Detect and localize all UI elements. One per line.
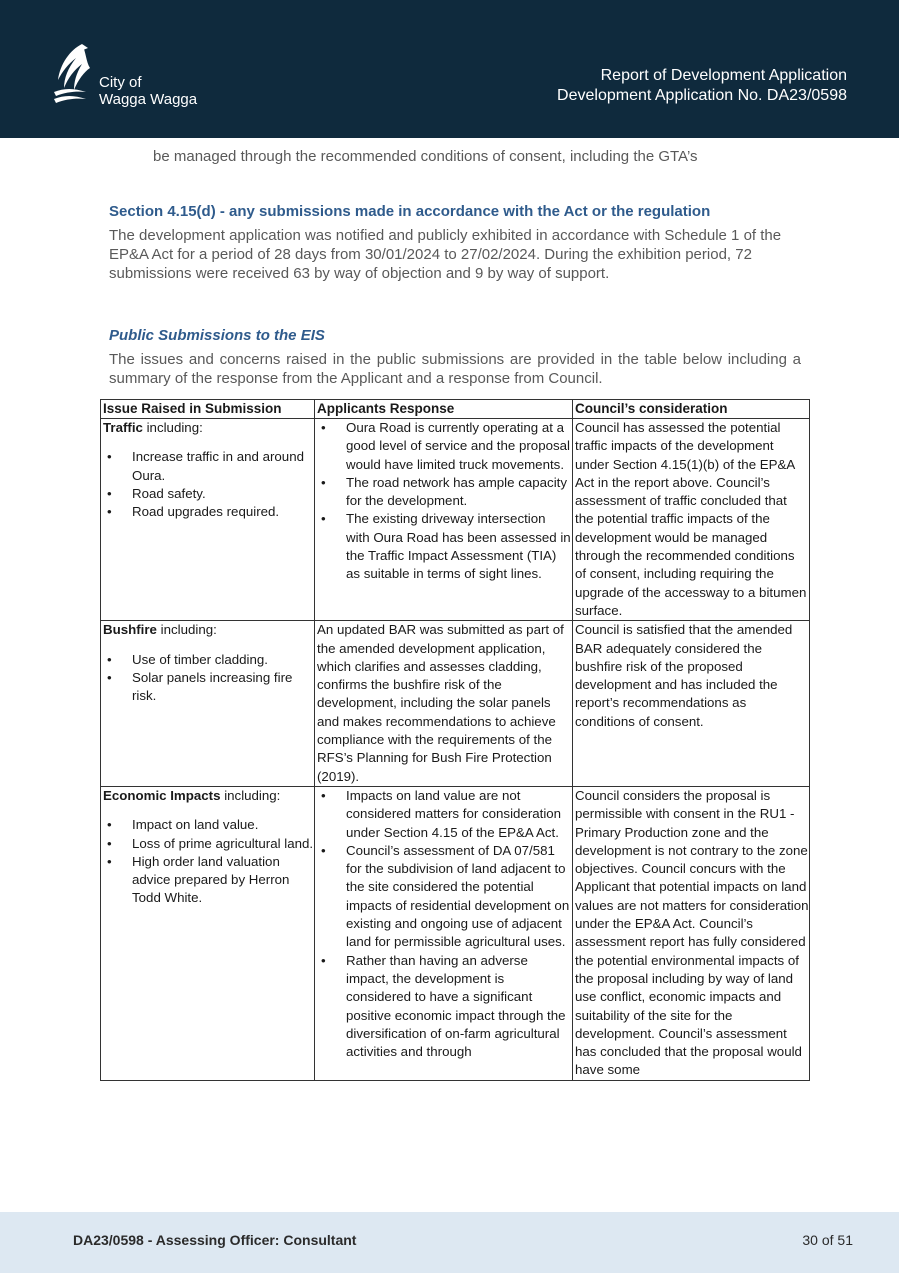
issue-item: • Increase traffic in and around Oura. [103, 448, 314, 485]
issue-title: Economic Impacts [103, 787, 221, 803]
response-list [317, 419, 572, 584]
response-item: • Rather than having an adverse impact, the development is considered to have a significant positive economic impact through the diversification of on-farm agricultural activities and through [317, 952, 572, 1062]
section-heading: Section 4.15(d) - any submissions made in accordance with the Act or the regulation [109, 203, 711, 220]
response-item: • Oura Road is currently operating at a good level of service and the proposal would have limited truck movements. [317, 419, 572, 474]
page-header [0, 0, 899, 138]
issue-cell [101, 419, 315, 621]
response-cell: An updated BAR was submitted as part of the amended development application, which clarifies and assesses cladding, confirms the bushfire risk of the development, including the solar panels and makes recommendations to achieve compliance with the requirements of the RFS’s Planning for Bush Fire Protection (2019). [315, 621, 573, 787]
issue-cell [101, 621, 315, 787]
council-cell: Council has assessed the potential traffic impacts of the development under Section 4.15(1)(b) of the EP&A Act in the report above. Council’s assessment of traffic concluded that the potential traffic impacts of the development would be managed through the recommended conditions of consent, including requiring the upgrade of the accessway to a bitumen surface. [573, 419, 810, 621]
response-item: • The road network has ample capacity for the development. [317, 474, 572, 511]
submissions-table [100, 399, 810, 1081]
continuation-text: be managed through the recommended conditions of consent, including the GTA’s [153, 148, 698, 165]
crow-logo-icon [52, 42, 96, 108]
column-header-issue: Issue Raised in Submission [101, 400, 315, 419]
issue-suffix: including: [220, 787, 281, 803]
response-item: • Impacts on land value are not considered matters for consideration under Section 4.15 of the EP&A Act. [317, 787, 572, 842]
logo-line-2: Wagga Wagga [99, 91, 198, 108]
issue-heading [103, 419, 314, 437]
report-title-line-1: Report of Development Application [600, 67, 847, 84]
issue-title: Bushfire [103, 622, 157, 638]
issue-heading [103, 787, 314, 805]
table-row-economic [101, 786, 810, 1080]
table-header-row [101, 400, 810, 419]
response-cell [315, 419, 573, 621]
section-paragraph: The development application was notified and publicly exhibited in accordance with Schedule 1 of the EP&A Act for a period of 28 days from 30/01/2024 to 27/02/2024. During the exhibition period, 72 submissions were received 63 by way of objection and 9 by way of support. [109, 227, 782, 282]
table-row-traffic [101, 419, 810, 621]
table-row-bushfire [101, 621, 810, 787]
issue-heading [103, 621, 314, 639]
report-title-line-2: Development Application No. DA23/0598 [557, 87, 847, 104]
subsection-heading: Public Submissions to the EIS [109, 327, 325, 344]
issue-suffix: including: [142, 420, 203, 435]
column-header-response: Applicants Response [315, 400, 573, 419]
issue-cell [101, 786, 315, 1080]
issue-item: • Use of timber cladding. [103, 651, 314, 669]
issue-item: • Solar panels increasing fire risk. [103, 669, 314, 706]
subsection-paragraph: The issues and concerns raised in the public submissions are provided in the table below including a summary of the response from the Applicant and a response from Council. [109, 351, 801, 387]
council-cell: Council is satisfied that the amended BAR adequately considered the bushfire risk of the proposed development and has included the report’s recommendations as conditions of consent. [573, 621, 810, 787]
column-header-council: Council’s consideration [573, 400, 810, 419]
response-list [317, 787, 572, 1061]
council-logo [52, 42, 212, 112]
issue-list [103, 651, 314, 706]
issue-list [103, 816, 314, 907]
report-title [557, 66, 847, 106]
response-cell [315, 786, 573, 1080]
council-cell: Council considers the proposal is permissible with consent in the RU1 - Primary Production zone and the development is not contrary to the zone objectives. Council concurs with the Applicant that potential impacts on land values are not matters for consideration under the EP&A Act. Council’s assessment report has fully considered the potential environmental impacts of the proposal including by way of land use conflict, economic impacts and suitability of the site for the development. Council’s assessment has concluded that the proposal would have some [573, 786, 810, 1080]
response-item: • Council’s assessment of DA 07/581 for the subdivision of land adjacent to the site considered the potential impacts of residential development on existing and ongoing use of adjacent land for permissible agricultural uses. [317, 842, 572, 952]
issue-item: • High order land valuation advice prepared by Herron Todd White. [103, 853, 314, 908]
response-item: • The existing driveway intersection with Oura Road has been assessed in the Traffic Impact Assessment (TIA) as suitable in terms of sight lines. [317, 510, 572, 583]
issue-item: • Impact on land value. [103, 816, 314, 834]
issue-list [103, 448, 314, 521]
issue-item: • Loss of prime agricultural land. [103, 835, 314, 853]
footer-document-ref: DA23/0598 - Assessing Officer: Consultant [73, 1232, 357, 1248]
issue-item: • Road upgrades required. [103, 503, 314, 521]
page-footer [0, 1212, 899, 1273]
issue-suffix: including: [156, 622, 217, 638]
logo-line-1: City of [99, 74, 142, 91]
footer-page-number: 30 of 51 [802, 1232, 853, 1248]
issue-title: Traffic [103, 420, 143, 435]
issue-item: • Road safety. [103, 485, 314, 503]
